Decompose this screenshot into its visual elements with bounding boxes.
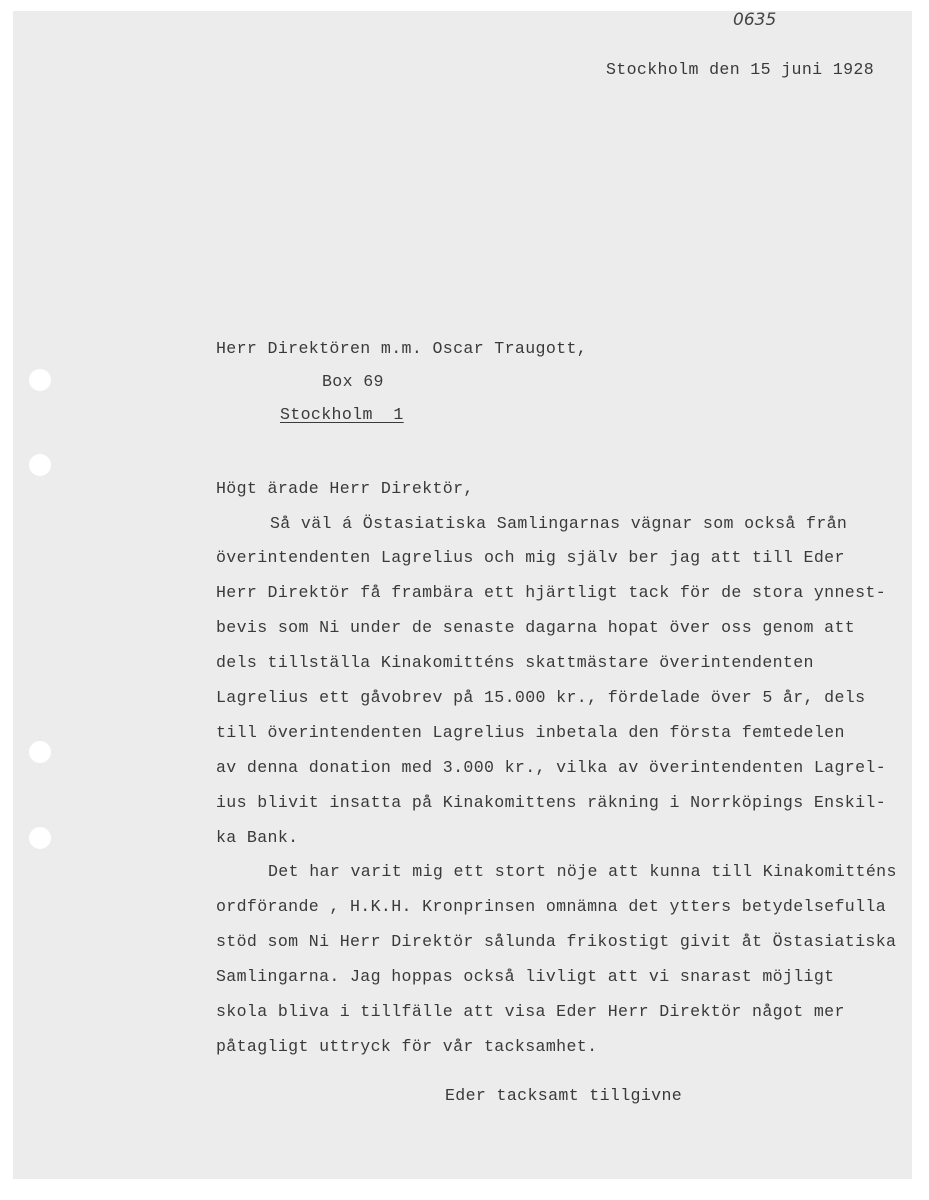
punch-hole [29,741,51,763]
archive-number: 0635 [733,10,777,30]
body-line: av denna donation med 3.000 kr., vilka av överintendenten Lagrel- [216,758,887,777]
body-line: överintendenten Lagrelius och mig själv ber jag att till Eder [216,548,845,567]
recipient-city: Stockholm 1 [280,405,404,424]
recipient-box: Box 69 [322,372,384,391]
body-line: Lagrelius ett gåvobrev på 15.000 kr., fördelade över 5 år, dels [216,688,866,707]
place-date: Stockholm den 15 juni 1928 [606,60,875,79]
punch-hole [29,369,51,391]
body-line: bevis som Ni under de senaste dagarna hopat över oss genom att [216,618,856,637]
punch-hole [29,454,51,476]
body-line: ius blivit insatta på Kinakomittens räkning i Norrköpings Enskil- [216,793,887,812]
body-line: påtagligt uttryck för vår tacksamhet. [216,1037,598,1056]
body-line: stöd som Ni Herr Direktör sålunda frikostigt givit åt Östasiatiska [216,932,897,951]
recipient-name: Herr Direktören m.m. Oscar Traugott, [216,339,588,358]
body-line: Så väl á Östasiatiska Samlingarnas vägnar som också från [270,514,848,533]
body-line: Samlingarna. Jag hoppas också livligt att vi snarast möjligt [216,967,835,986]
body-line: dels tillställa Kinakomitténs skattmästare överintendenten [216,653,814,672]
salutation: Högt ärade Herr Direktör, [216,479,474,498]
body-line: skola bliva i tillfälle att visa Eder Herr Direktör något mer [216,1002,845,1021]
punch-hole [29,827,51,849]
body-line: till överintendenten Lagrelius inbetala den första femtedelen [216,723,845,742]
body-line: ka Bank. [216,828,299,847]
closing: Eder tacksamt tillgivne [445,1086,683,1105]
body-line: Det har varit mig ett stort nöje att kunna till Kinakomitténs [268,862,897,881]
body-line: ordförande , H.K.H. Kronprinsen omnämna det ytters betydelsefulla [216,897,887,916]
body-line: Herr Direktör få frambära ett hjärtligt tack för de stora ynnest- [216,583,887,602]
